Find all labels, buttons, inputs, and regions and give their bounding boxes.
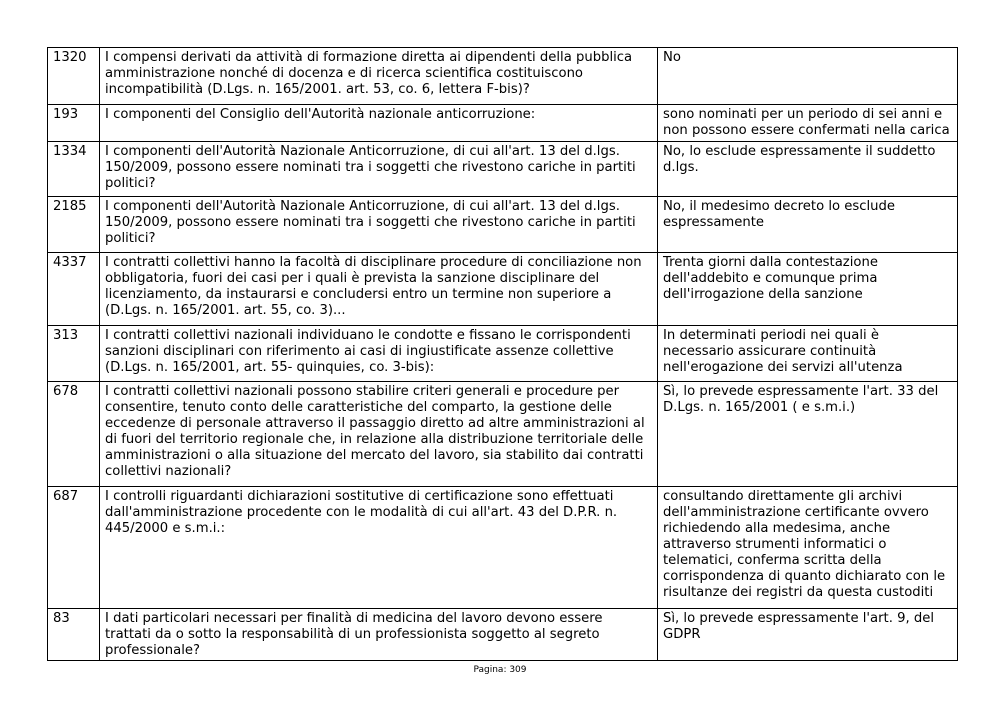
question-id: 4337 [48, 253, 100, 326]
question-id: 193 [48, 105, 100, 142]
question-id: 2185 [48, 197, 100, 253]
question-id: 1320 [48, 48, 100, 105]
question-text: I contratti collettivi nazionali individuano le condotte e fissano le corrispondenti sanzioni disciplinari con riferimento ai casi di ingiustificate assenze collettive (D.Lgs. n. 165/2001, art. 55- quinquies, co. 3-bis): [100, 326, 658, 382]
question-text: I dati particolari necessari per finalità di medicina del lavoro devono essere trattati da o sotto la responsabilità di un professionista soggetto al segreto professionale? [100, 609, 658, 661]
answer-text: consultando direttamente gli archivi dell'amministrazione certificante ovvero richiedendo alla medesima, anche attraverso strumenti informatici o telematici, conferma scritta della corrispondenza di quanto dichiarato con le risultanze dei registri da questa custoditi [658, 487, 958, 609]
table-row [48, 48, 958, 105]
answer-text: In determinati periodi nei quali è necessario assicurare continuità nell'erogazione dei servizi all'utenza [658, 326, 958, 382]
question-text: I compensi derivati da attività di formazione diretta ai dipendenti della pubblica amministrazione nonché di docenza e di ricerca scientifica costituiscono incompatibilità (D.Lgs. n. 165/2001. art. 53, co. 6, lettera F-bis)? [100, 48, 658, 105]
answer-text: sono nominati per un periodo di sei anni e non possono essere confermati nella carica [658, 105, 958, 142]
question-id: 687 [48, 487, 100, 609]
table-row [48, 382, 958, 487]
answer-text: No, il medesimo decreto lo esclude espressamente [658, 197, 958, 253]
answer-text: Sì, lo prevede espressamente l'art. 9, del GDPR [658, 609, 958, 661]
answer-text: Sì, lo prevede espressamente l'art. 33 del D.Lgs. n. 165/2001 ( e s.m.i.) [658, 382, 958, 487]
table-row [48, 609, 958, 661]
question-id: 313 [48, 326, 100, 382]
page-number: Pagina: 309 [473, 665, 527, 675]
table-row [48, 197, 958, 253]
questions-table [47, 47, 958, 661]
question-text: I contratti collettivi hanno la facoltà di disciplinare procedure di conciliazione non obbligatoria, fuori dei casi per i quali è prevista la sanzione disciplinare del licenziamento, da instaurarsi e concludersi entro un termine non superiore a (D.Lgs. n. 165/2001. art. 55, co. 3)... [100, 253, 658, 326]
questions-table-body [48, 48, 958, 661]
question-text: I componenti dell'Autorità Nazionale Anticorruzione, di cui all'art. 13 del d.lgs. 150/2009, possono essere nominati tra i soggetti che rivestono cariche in partiti politici? [100, 142, 658, 197]
question-text: I componenti dell'Autorità Nazionale Anticorruzione, di cui all'art. 13 del d.lgs. 150/2009, possono essere nominati tra i soggetti che rivestono cariche in partiti politici? [100, 197, 658, 253]
question-text: I controlli riguardanti dichiarazioni sostitutive di certificazione sono effettuati dall'amministrazione procedente con le modalità di cui all'art. 43 del D.P.R. n. 445/2000 e s.m.i.: [100, 487, 658, 609]
question-text: I componenti del Consiglio dell'Autorità nazionale anticorruzione: [100, 105, 658, 142]
question-id: 83 [48, 609, 100, 661]
table-row [48, 487, 958, 609]
answer-text: Trenta giorni dalla contestazione dell'addebito e comunque prima dell'irrogazione della sanzione [658, 253, 958, 326]
question-text: I contratti collettivi nazionali possono stabilire criteri generali e procedure per consentire, tenuto conto delle caratteristiche del comparto, la gestione delle eccedenze di personale attraverso il passaggio diretto ad altre amministrazioni al di fuori del territorio regionale che, in relazione alla distribuzione territoriale delle amministrazioni o alla situazione del mercato del lavoro, sia stabilito dai contratti collettivi nazionali? [100, 382, 658, 487]
table-row [48, 105, 958, 142]
table-row [48, 142, 958, 197]
question-id: 678 [48, 382, 100, 487]
table-row [48, 326, 958, 382]
answer-text: No, lo esclude espressamente il suddetto d.lgs. [658, 142, 958, 197]
answer-text: No [658, 48, 958, 105]
table-row [48, 253, 958, 326]
question-id: 1334 [48, 142, 100, 197]
